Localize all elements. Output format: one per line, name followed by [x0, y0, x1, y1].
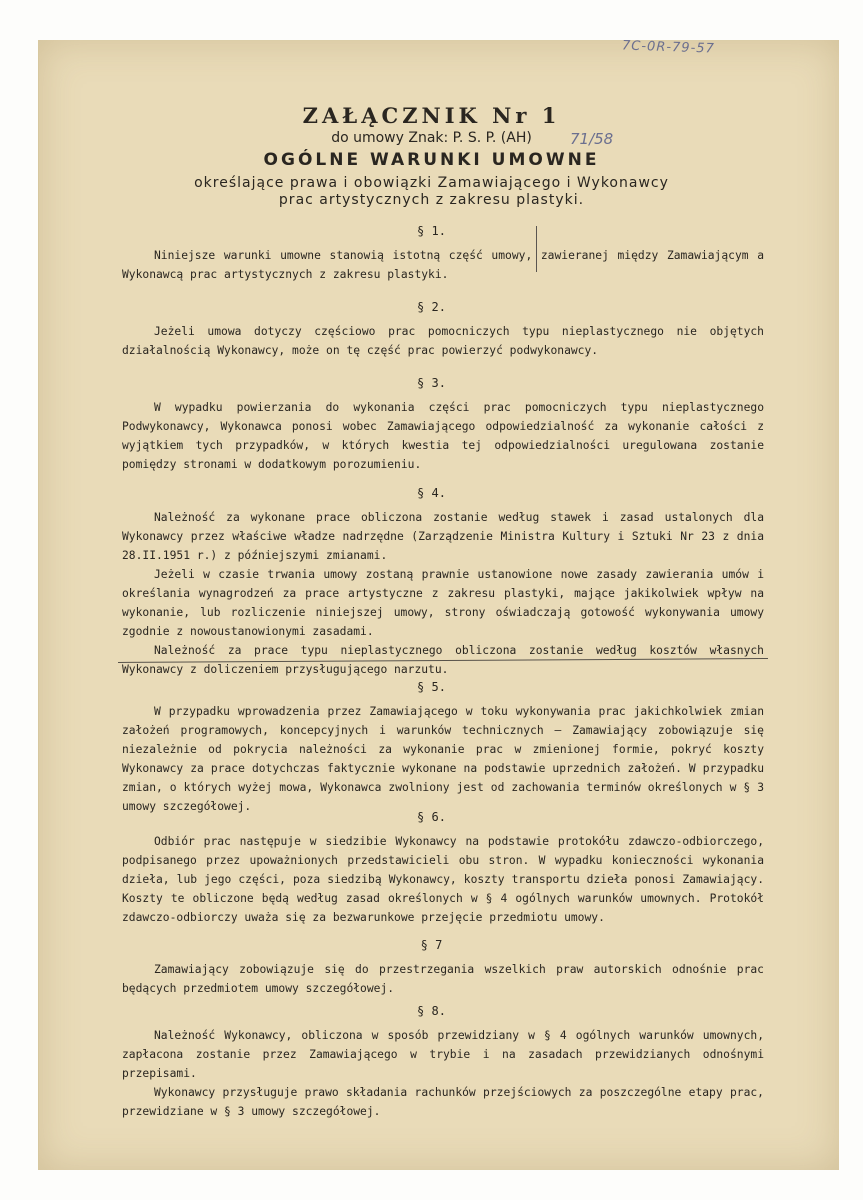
- section-5-text: [122, 702, 764, 816]
- paragraph: Należność za prace typu nieplastycznego obliczona zostanie według kosztów własnych Wykonawcy z doliczeniem przysługującego narzutu.: [122, 644, 764, 676]
- paragraph: W przypadku wprowadzenia przez Zamawiającego w toku wykonywania prac jakichkolwiek zmian założeń programowych, koncepcyjnych i warunków technicznych — Zamawiający zobowiązuje się niezależnie od pokrycia należności za wykonanie prac w zmienionej formie, pokryć koszty Wykonawcy za prace dotychczas faktycznie wykonane na podstawie uprzednich założeń. W przypadku zmian, o których wyżej mowa, Wykonawca zwolniony jest od zachowania terminów określonych w § 3 umowy szczegółowej.: [122, 705, 764, 813]
- paragraph: Zamawiający zobowiązuje się do przestrzegania wszelkich praw autorskich odnośnie prac będących przedmiotem umowy szczegółowej.: [122, 963, 764, 995]
- paragraph: Odbiór prac następuje w siedzibie Wykonawcy na podstawie protokółu zdawczo-odbiorczego, podpisanego przez upoważnionych przedstawicieli obu stron. W wypadku konieczności wykonania dzieła, lub jego części, poza siedzibą Wykonawcy, koszty transportu dzieła ponosi Zamawiający. Koszty te obliczone będą według zasad określonych w § 4 ogólnych warunków umownych. Protokół zdawczo-odbiorczy uważa się za bezwarunkowe przejęcie przedmiotu umowy.: [122, 835, 764, 924]
- section-1-text: [122, 246, 764, 284]
- heading-description: [0, 175, 863, 209]
- description-line-2: prac artystycznych z zakresu plastyki.: [278, 192, 585, 208]
- section-7-text: [122, 960, 764, 998]
- section-6-label: § 6.: [417, 810, 446, 824]
- section-3-label: § 3.: [417, 376, 446, 390]
- section-6-text: [122, 832, 764, 927]
- section-1-label: § 1.: [417, 224, 446, 238]
- paragraph: Jeżeli umowa dotyczy częściowo prac pomocniczych typu nieplastycznego nie objętych działalnością Wykonawcy, może on tę część prac powierzyć podwykonawcy.: [122, 325, 764, 357]
- paragraph: Wykonawcy przysługuje prawo składania rachunków przejściowych za poszczególne etapy prac, przewidziane w § 3 umowy szczegółowej.: [122, 1086, 764, 1118]
- paragraph: Należność za wykonane prace obliczona zostanie według stawek i zasad ustalonych dla Wykonawcy przez właściwe władze nadrzędne (Zarządzenie Ministra Kultury i Sztuki Nr 23 z dnia 28.II.1951 r.) z późniejszymi zmianami.: [122, 511, 764, 562]
- document-subtitle: do umowy Znak: P. S. P. (AH): [331, 130, 532, 146]
- paragraph: Jeżeli w czasie trwania umowy zostaną prawnie ustanowione nowe zasady zawierania umów i określania wynagrodzeń za prace artystyczne z zakresu plastyki, mające jakikolwiek wpływ na wykonanie, lub rozliczenie niniejszej umowy, strony oświadczają gotowość wykonywania umowy zgodnie z nowoustanowionymi zasadami.: [122, 568, 764, 638]
- section-8-text: [122, 1026, 764, 1121]
- section-3-text: [122, 398, 764, 474]
- paragraph: Należność Wykonawcy, obliczona w sposób przewidziany w § 4 ogólnych warunków umownych, zapłacona zostanie przez Zamawiającego w trybie i na zasadach przewidzianych odnośnymi przepisami.: [122, 1029, 764, 1080]
- handwritten-number: 71/58: [570, 130, 614, 148]
- document-title: ZAŁĄCZNIK Nr 1: [302, 103, 561, 128]
- section-2-label: § 2.: [417, 300, 446, 314]
- main-heading: OGÓLNE WARUNKI UMOWNE: [263, 150, 600, 170]
- section-4-text: [122, 508, 764, 679]
- paragraph: W wypadku powierzania do wykonania części prac pomocniczych typu nieplastycznego Podwykonawcy, Wykonawca ponosi wobec Zamawiającego odpowiedzialność za wykonanie całości z wyjątkiem tych przypadków, w których kwestia tej odpowiedzialności uregulowana zostanie pomiędzy stronami w dodatkowym porozumieniu.: [122, 401, 764, 471]
- section-4-label: § 4.: [417, 486, 446, 500]
- paragraph: Niniejsze warunki umowne stanowią istotną część umowy, zawieranej między Zamawiającym a Wykonawcą prac artystycznych z zakresu plastyki.: [122, 249, 764, 281]
- section-7-label: § 7: [420, 938, 443, 952]
- handwritten-reference: 7C-0R-79-57: [621, 38, 716, 57]
- section-8-label: § 8.: [417, 1004, 446, 1018]
- description-line-1: określające prawa i obowiązki Zamawiającego i Wykonawcy: [194, 175, 669, 191]
- section-5-label: § 5.: [417, 680, 446, 694]
- section-2-text: [122, 322, 764, 360]
